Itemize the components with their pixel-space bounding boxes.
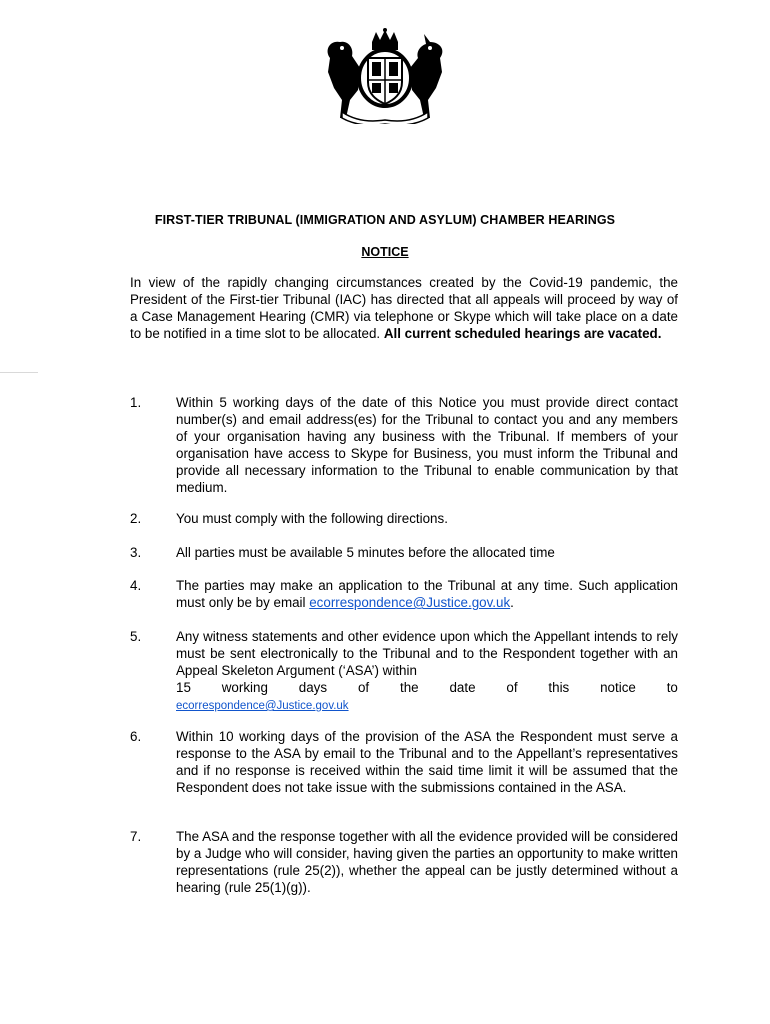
spread-word: this: [548, 680, 570, 695]
shield-icon: [368, 58, 402, 104]
email-link[interactable]: ecorrespondence@Justice.gov.uk: [309, 595, 511, 610]
intro-paragraph: [130, 274, 678, 342]
item-text-end: .: [510, 595, 514, 610]
list-item: [130, 728, 678, 796]
item-number: 7.: [130, 829, 142, 844]
spread-word: the: [399, 680, 419, 695]
item-text: You must comply with the following directions.: [176, 511, 448, 526]
item-text: [176, 628, 678, 715]
spread-word: of: [357, 680, 370, 695]
item-number: 3.: [130, 545, 142, 560]
email-link[interactable]: ecorrespondence@Justice.gov.uk: [176, 700, 349, 712]
royal-coat-of-arms-logo: [320, 28, 450, 124]
spread-word: date: [449, 680, 476, 695]
item-text-body: Any witness statements and other evidence upon which the Appellant intends to rely must be sent electronically to the Tribunal and to the Respondent together with an Appeal Skeleton Argument (‘ASA’) within: [176, 629, 678, 678]
intro-text: In view of the rapidly changing circumstances created by the Covid-19 pandemic, the President of the First-tier Tribunal (IAC) has directed that all appeals will proceed by way of a Case Management Hearing (CMR) via telephone or Skype which will take place on a date to be notified in a time slot to be allocated.: [130, 275, 678, 341]
item-number: 6.: [130, 729, 142, 744]
intro-bold-text: All current scheduled hearings are vacated.: [383, 326, 662, 341]
list-item: [130, 828, 678, 896]
lion-supporter-icon: [328, 42, 360, 118]
spread-word: days: [298, 680, 328, 695]
document-heading: FIRST-TIER TRIBUNAL (IMMIGRATION AND ASYLUM) CHAMBER HEARINGS: [154, 213, 616, 227]
spread-word: notice: [600, 680, 636, 695]
list-item: [130, 628, 678, 715]
item-text: The ASA and the response together with all the evidence provided will be considered by a Judge who will consider, having given the parties an opportunity to make written representations (rule 25(2)), whether the appeal can be justly determined without a hearing (rule 25(1)(g)).: [176, 829, 678, 895]
list-item: [130, 394, 678, 496]
item-text: All parties must be available 5 minutes before the allocated time: [176, 545, 555, 560]
item-text-spread-line: [176, 679, 678, 696]
list-item: [130, 544, 678, 561]
list-item: [130, 577, 678, 611]
item-text-body: The parties may make an application to the Tribunal at any time. Such application must only be by email: [176, 578, 678, 610]
item-text: Within 10 working days of the provision of the ASA the Respondent must serve a response to the ASA by email to the Tribunal and to the Appellant’s representatives and if no response is received within the said time limit it will be assumed that the Respondent does not take issue with the submissions contained in the ASA.: [176, 729, 678, 795]
unicorn-supporter-icon: [410, 34, 442, 118]
margin-mark: [0, 372, 38, 373]
item-number: 2.: [130, 511, 142, 526]
item-text: Within 5 working days of the date of this Notice you must provide direct contact number(s) and email address(es) for the Tribunal to contact you and any members of your organisation having any business with the Tribunal. If members of your organisation have access to Skype for Business, you must inform the Tribunal and provide all necessary information to the Tribunal to enable communication by that medium.: [176, 395, 678, 495]
item-text: [176, 577, 678, 611]
item-number: 1.: [130, 395, 142, 410]
motto-scroll: [342, 112, 428, 124]
crown-icon: [372, 28, 398, 50]
spread-word: 15: [176, 680, 191, 695]
item-number: 4.: [130, 578, 142, 593]
spread-word: of: [506, 680, 518, 695]
list-item: [130, 510, 678, 527]
notice-title: NOTICE: [361, 245, 409, 259]
spread-word: working: [221, 680, 268, 695]
spread-word: to: [666, 680, 678, 695]
item-number: 5.: [130, 629, 142, 644]
